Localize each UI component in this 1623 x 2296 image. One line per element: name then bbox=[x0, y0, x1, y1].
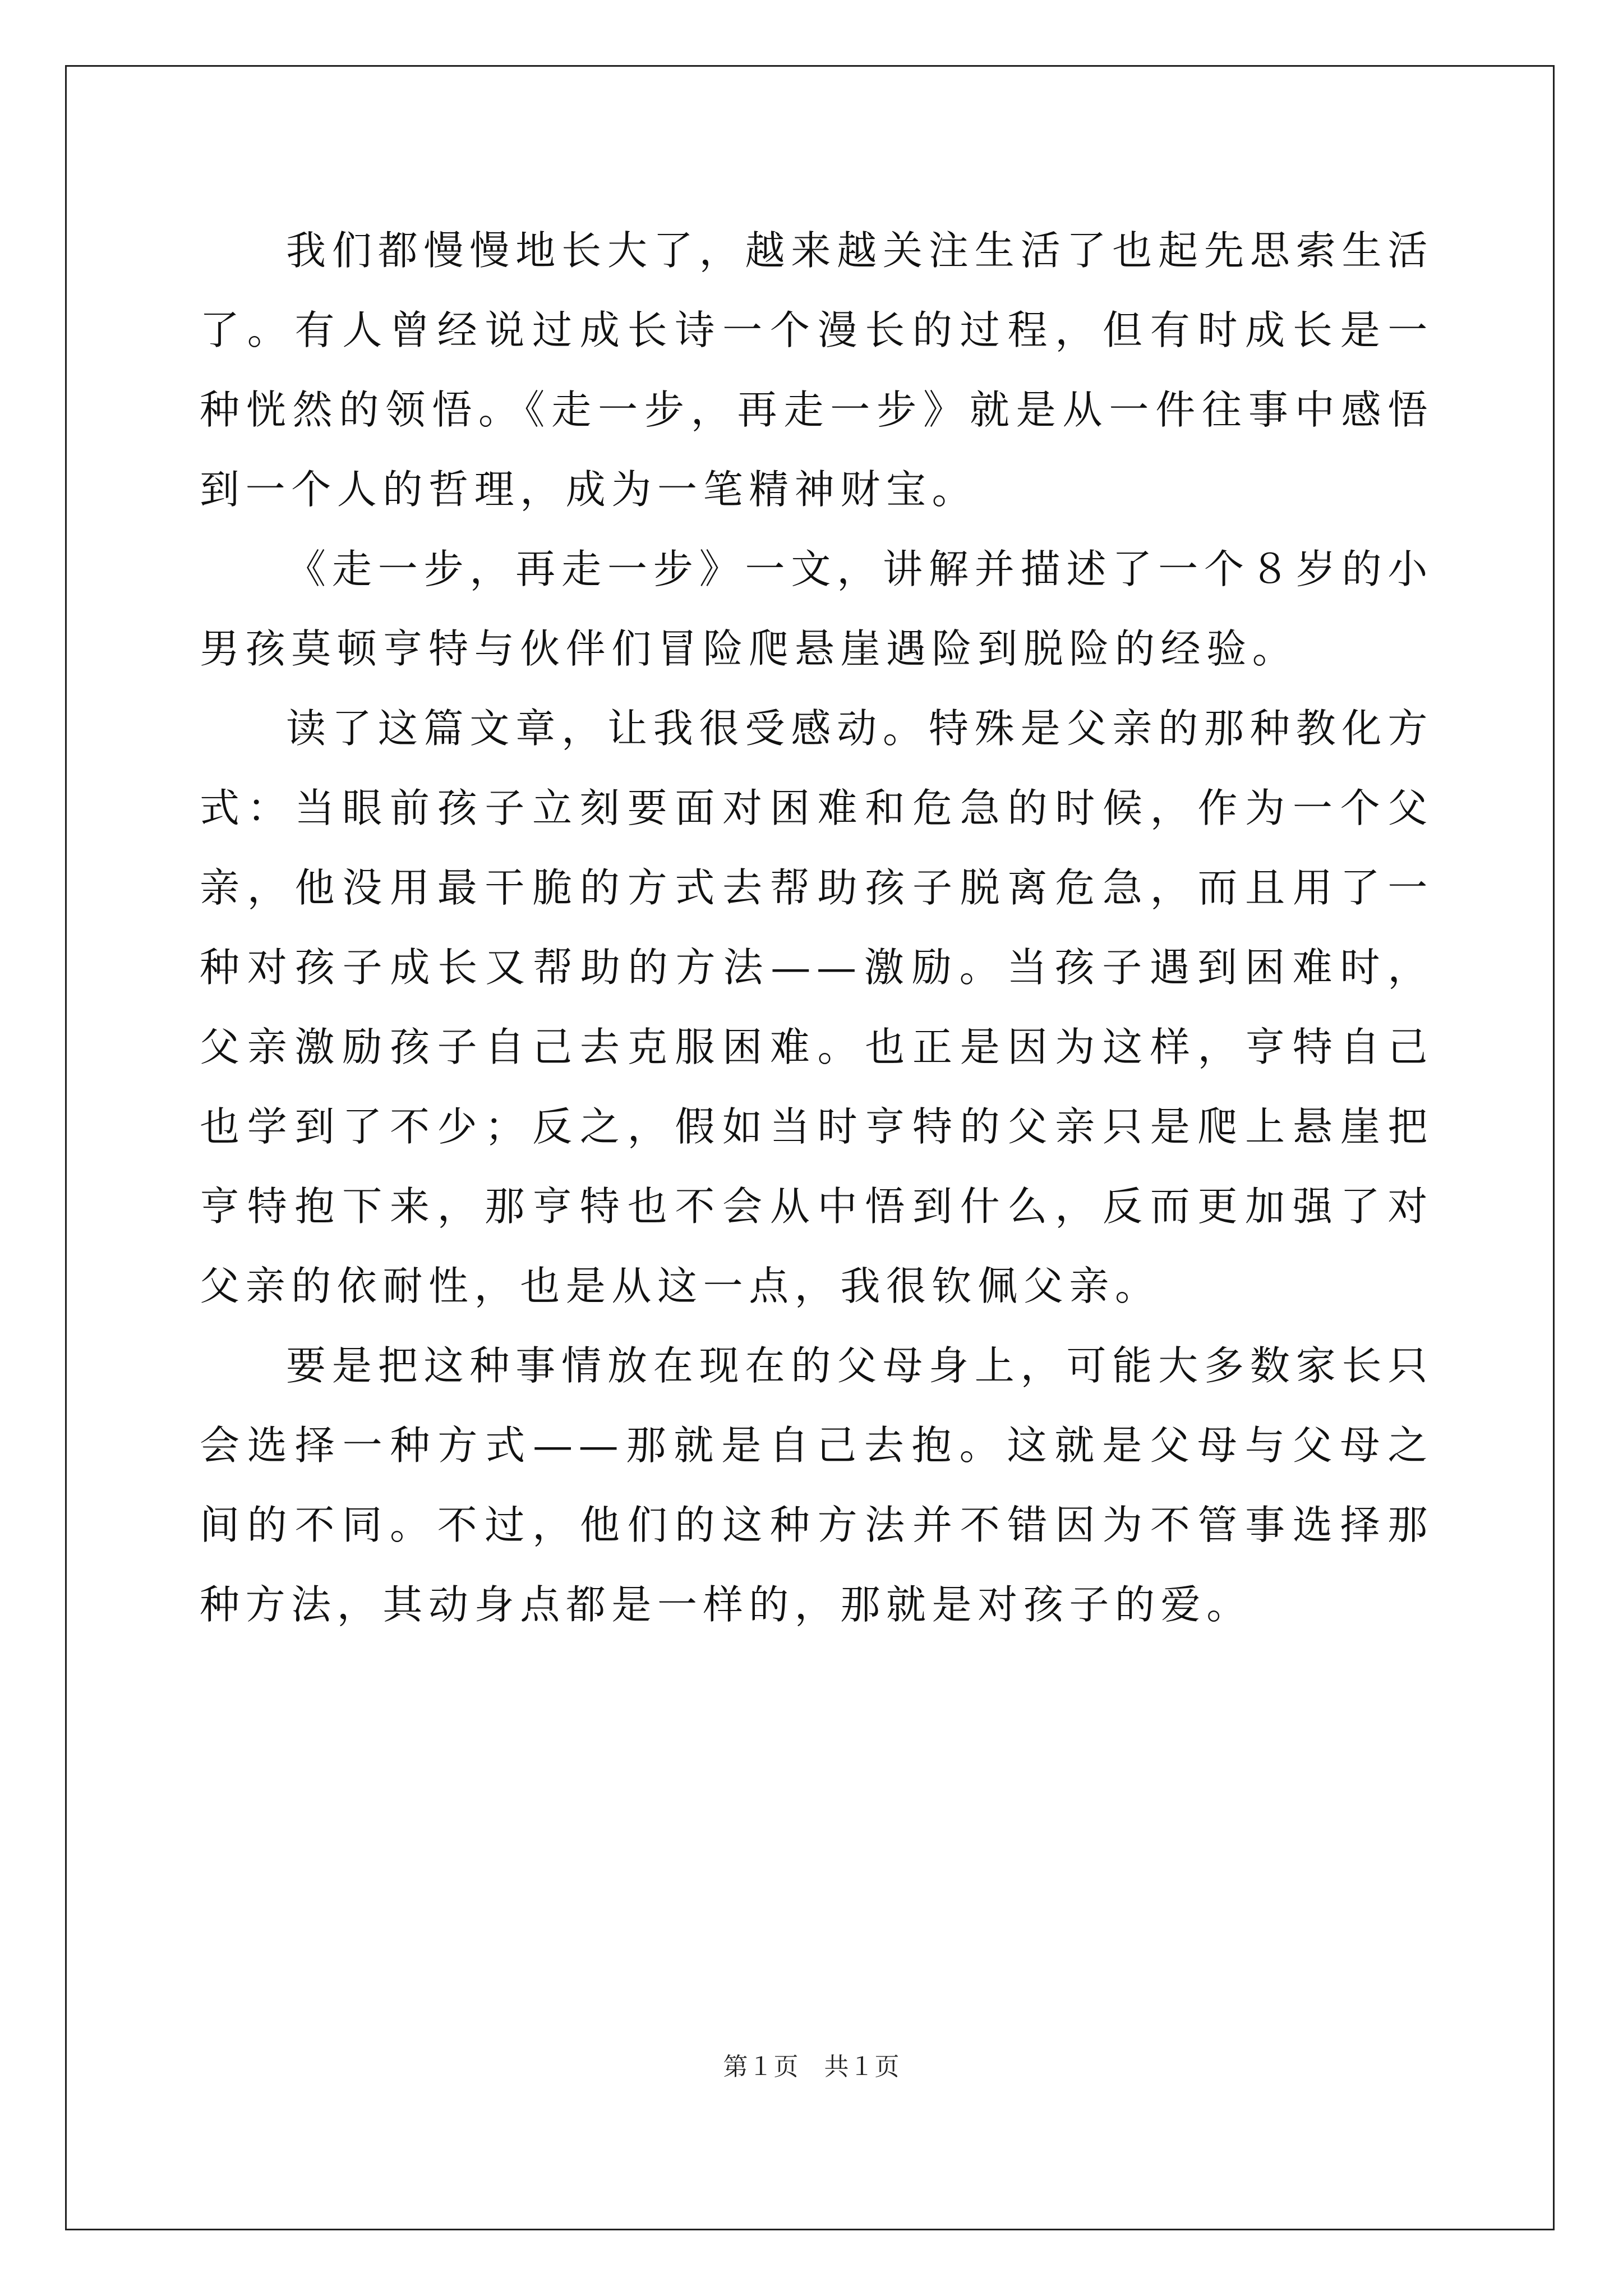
document-body bbox=[200, 211, 1433, 1645]
paragraph-4: 要是把这种事情放在现在的父母身上，可能大多数家长只会选择一种方式——那就是自己去抱。这就是父母与父母之间的不同。不过，他们的这种方法并不错因为不管事选择那种方法，其动身点都是一样的，那就是对孩子的爱。 bbox=[200, 1342, 1433, 1628]
page-number-footer: 第１页 共１页 bbox=[723, 2053, 900, 2081]
paragraph-1: 我们都慢慢地长大了，越来越关注生活了也起先思索生活了。有人曾经说过成长诗一个漫长的过程，但有时成长是一种恍然的领悟。《走一步，再走一步》就是从一件往事中感悟到一个人的哲理，成为一笔精神财宝。 bbox=[200, 227, 1433, 513]
paragraph-3: 读了这篇文章，让我很受感动。特殊是父亲的那种教化方式：当眼前孩子立刻要面对困难和危急的时候，作为一个父亲，他没用最干脆的方式去帮助孩子脱离危急，而且用了一种对孩子成长又帮助的方法——激励。当孩子遇到困难时，父亲激励孩子自己去克服困难。也正是因为这样，亨特自己也学到了不少；反之，假如当时亨特的父亲只是爬上悬崖把亨特抱下来，那亨特也不会从中悟到什么，反而更加强了对父亲的依耐性，也是从这一点，我很钦佩父亲。 bbox=[200, 705, 1433, 1309]
paragraph-2: 《走一步，再走一步》一文，讲解并描述了一个８岁的小男孩莫顿亨特与伙伴们冒险爬悬崖遇险到脱险的经验。 bbox=[200, 546, 1433, 672]
